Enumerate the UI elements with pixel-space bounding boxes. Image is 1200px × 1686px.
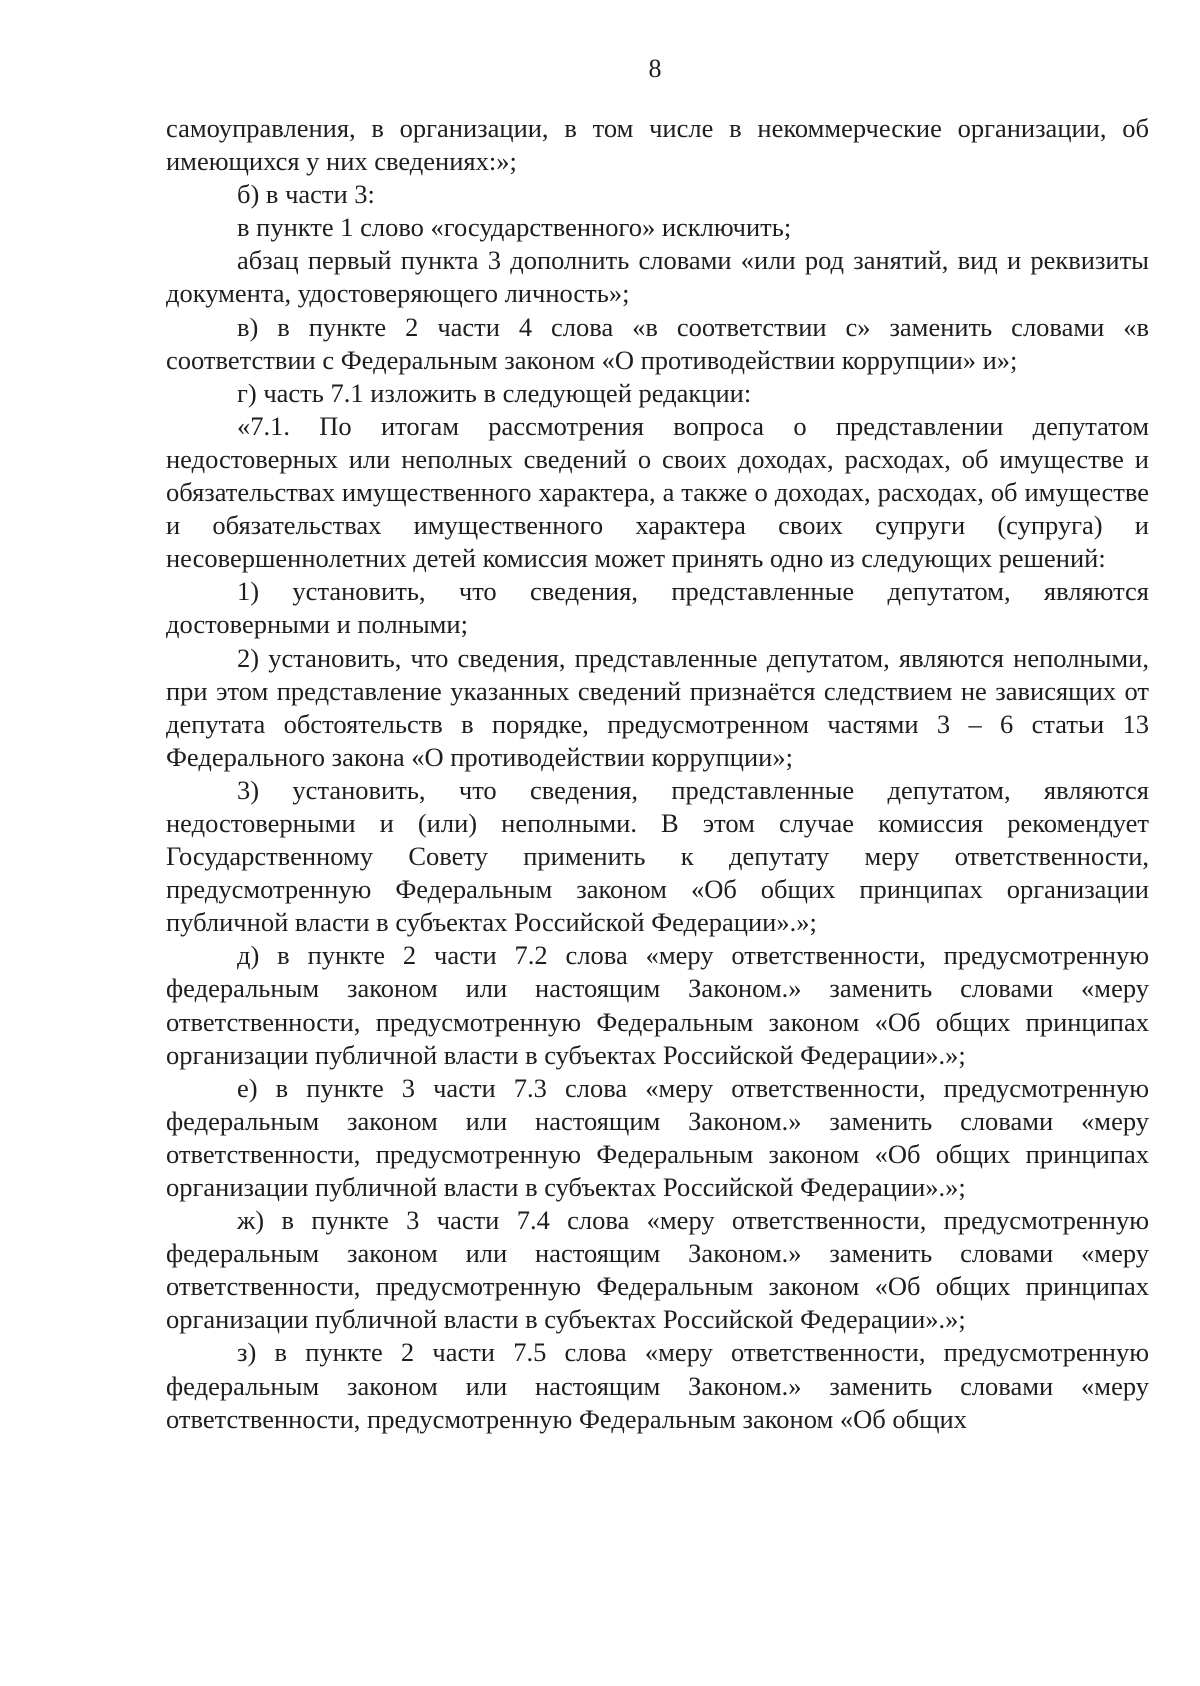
paragraph-item-b-point-3: абзац первый пункта 3 дополнить словами «или род занятий, вид и реквизиты документа, удостоверяющего личность»; — [166, 245, 1149, 309]
paragraph-item-z: з) в пункте 2 части 7.5 слова «меру ответственности, предусмотренную федеральным законом или настоящим Законом.» заменить словами «меру ответственности, предусмотренную Федеральным законом «Об общих — [166, 1337, 1149, 1434]
paragraph-item-g: г) часть 7.1 изложить в следующей редакции: — [237, 377, 752, 408]
paragraph-decision-1: 1) установить, что сведения, представленные депутатом, являются достоверными и полными; — [166, 576, 1149, 640]
paragraph-decision-3: 3) установить, что сведения, представленные депутатом, являются недостоверными и (или) неполными. В этом случае комиссия рекомендует Государственному Совету применить к депутату меру ответственности, предусмотренную Федеральным законом «Об общих принципах организации публичной власти в субъектах Российской Федерации».»; — [166, 774, 1149, 938]
paragraph-continuation: самоуправления, в организации, в том числе в некоммерческие организации, об имеющихся у них сведениях:»; — [166, 113, 1149, 177]
page-number: 8 — [648, 54, 662, 83]
paragraph-item-d: д) в пункте 2 части 7.2 слова «меру ответственности, предусмотренную федеральным законом или настоящим Законом.» заменить словами «меру ответственности, предусмотренную Федеральным законом «Об общих принципах организации публичной власти в субъектах Российской Федерации».»; — [166, 940, 1149, 1070]
document-body — [166, 112, 1149, 1436]
paragraph-part-7-1: «7.1. По итогам рассмотрения вопроса о представлении депутатом недостоверных или неполных сведений о своих доходах, расходах, об имуществе и обязательствах имущественного характера, а также о доходах, расходах, об имуществе и обязательствах имущественного характера своих супруги (супруга) и несовершеннолетних детей комиссия может принять одно из следующих решений: — [166, 410, 1149, 574]
paragraph-item-b: б) в части 3: — [237, 179, 375, 210]
paragraph-decision-2: 2) установить, что сведения, представленные депутатом, являются неполными, при этом представление указанных сведений признаётся следствием не зависящих от депутата обстоятельств в порядке, предусмотренном частями 3 – 6 статьи 13 Федерального закона «О противодействии коррупции»; — [166, 642, 1149, 772]
paragraph-item-b-point-1: в пункте 1 слово «государственного» исключить; — [237, 212, 792, 243]
paragraph-item-v: в) в пункте 2 части 4 слова «в соответствии с» заменить словами «в соответствии с Федеральным законом «О противодействии коррупции» и»; — [166, 311, 1149, 375]
paragraph-item-e: е) в пункте 3 части 7.3 слова «меру ответственности, предусмотренную федеральным законом или настоящим Законом.» заменить словами «меру ответственности, предусмотренную Федеральным законом «Об общих принципах организации публичной власти в субъектах Российской Федерации».»; — [166, 1072, 1149, 1202]
paragraph-item-zh: ж) в пункте 3 части 7.4 слова «меру ответственности, предусмотренную федеральным законом или настоящим Законом.» заменить словами «меру ответственности, предусмотренную Федеральным законом «Об общих принципах организации публичной власти в субъектах Российской Федерации».»; — [166, 1205, 1149, 1335]
